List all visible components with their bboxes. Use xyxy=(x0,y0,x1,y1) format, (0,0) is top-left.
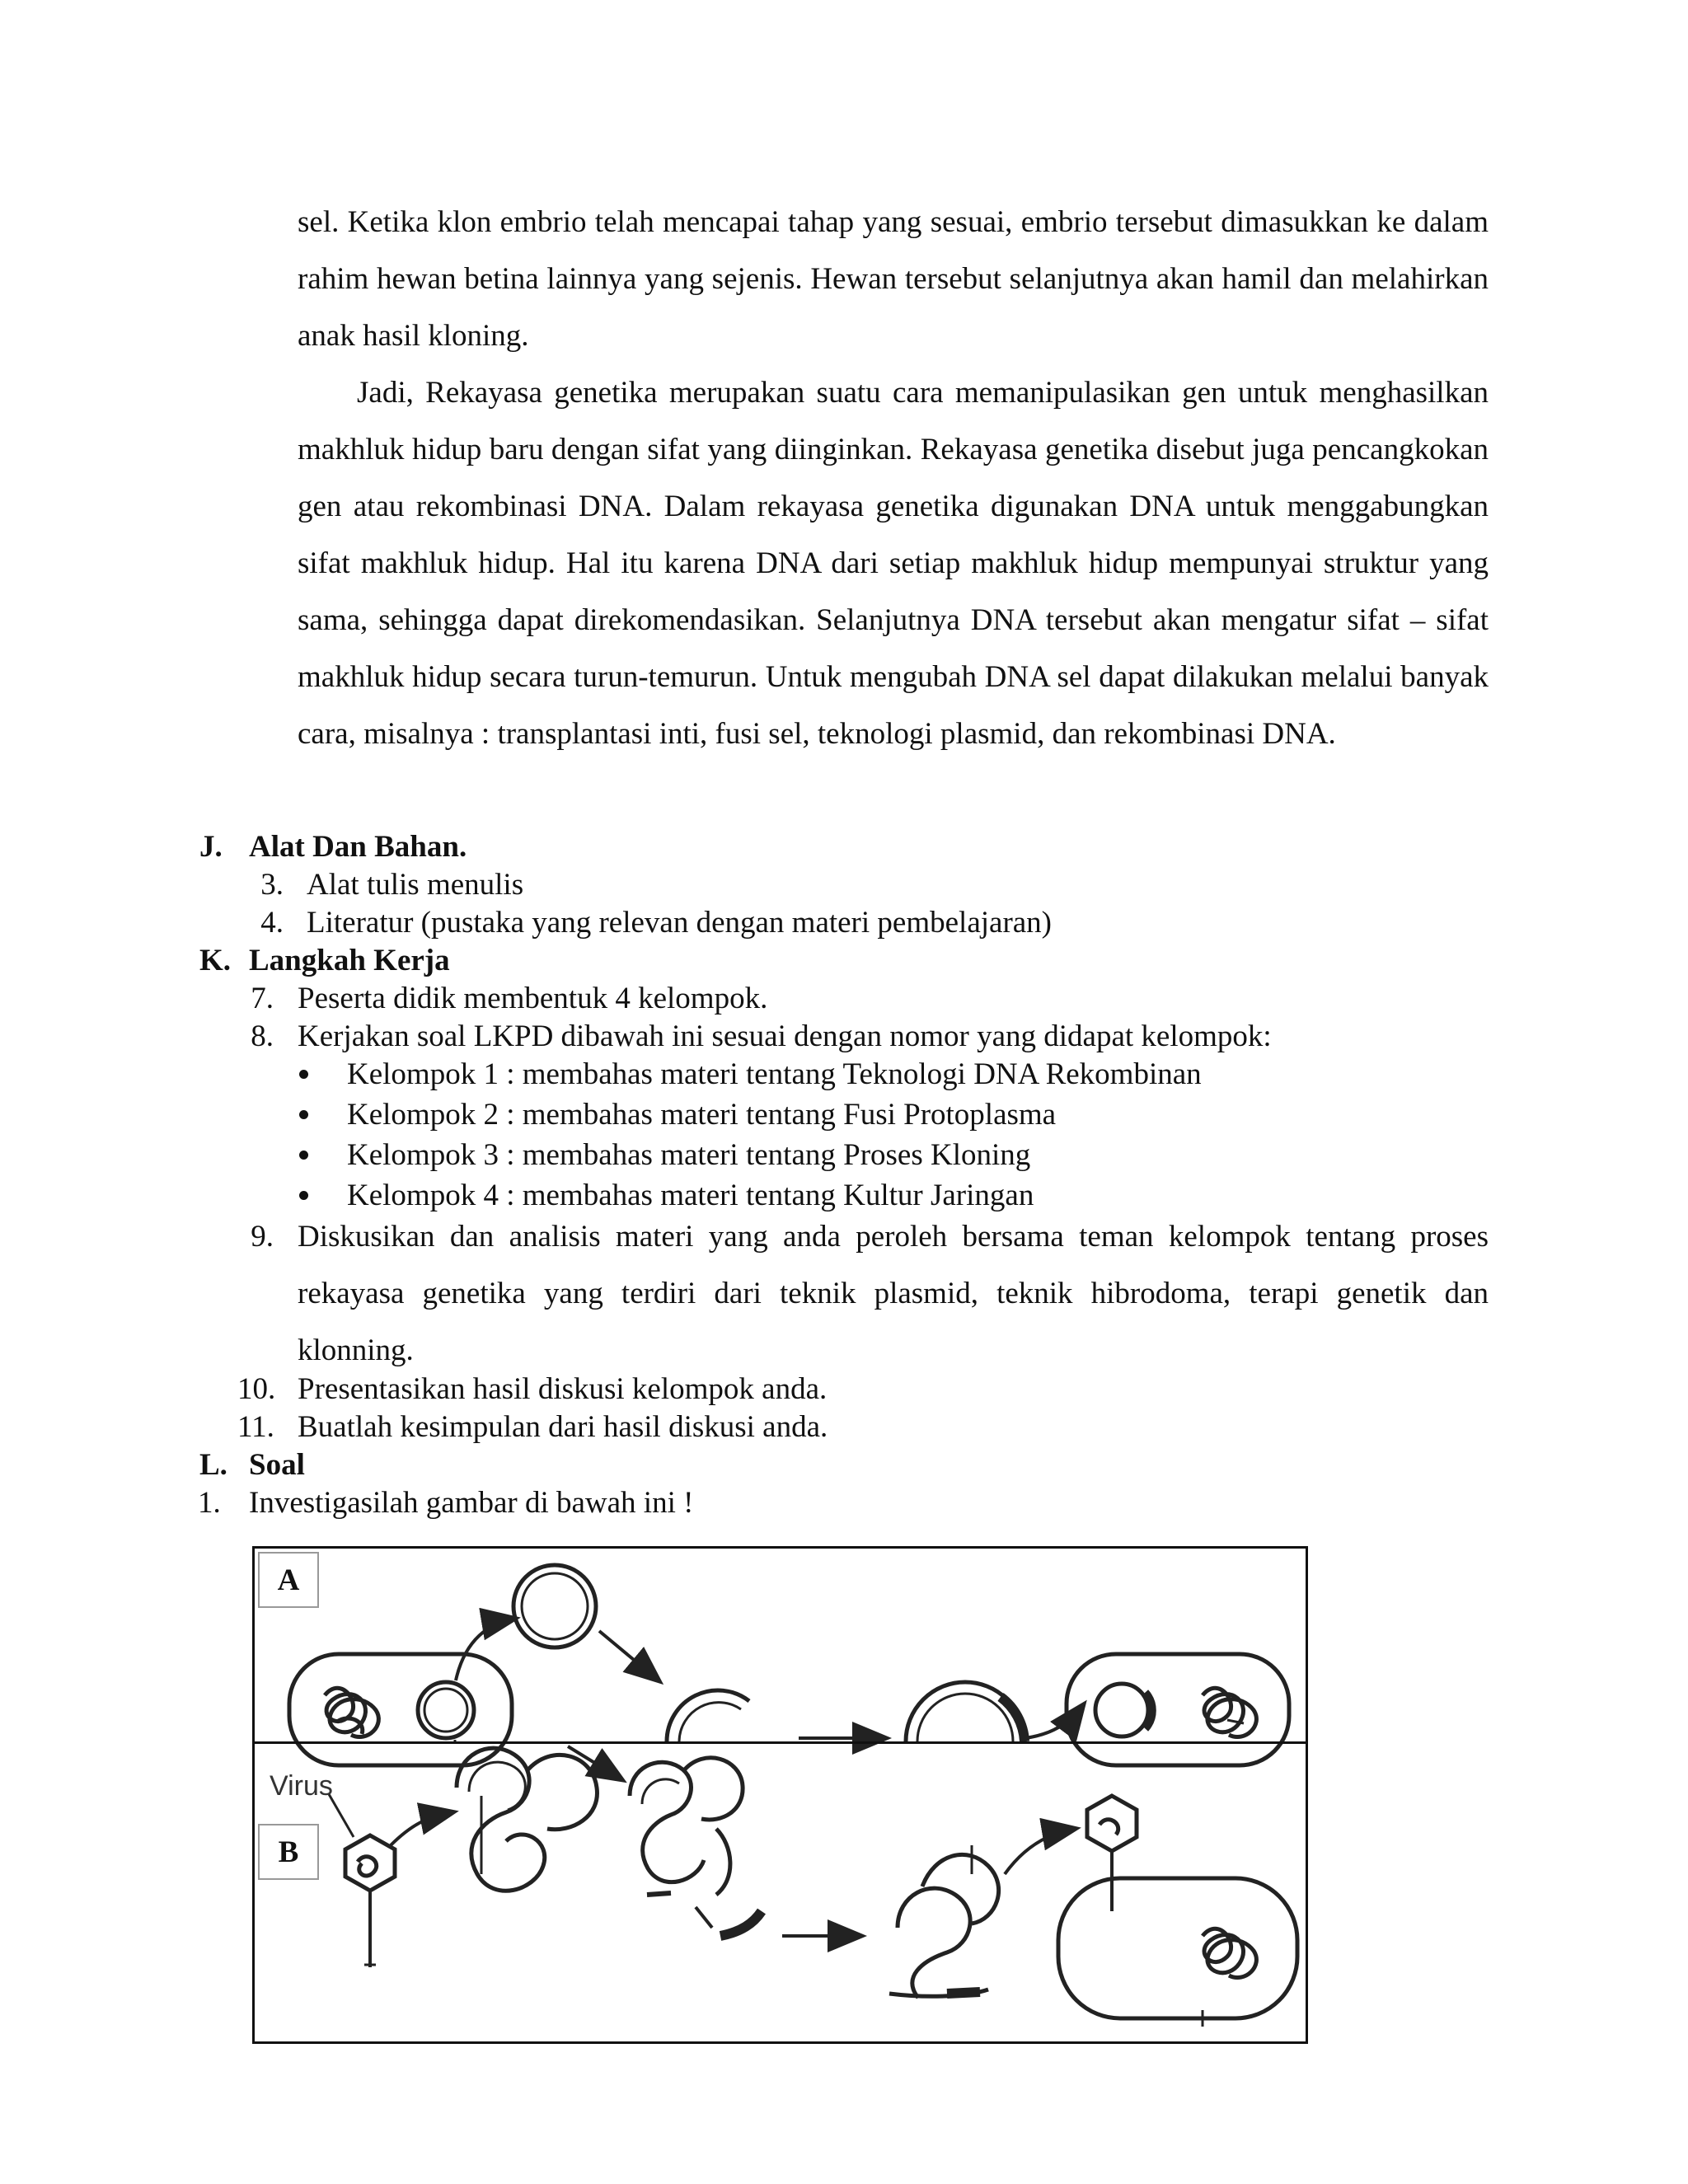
recombinant-plasmid-in-bacterium xyxy=(1095,1684,1148,1736)
list-item-text-9: Diskusikan dan analisis materi yang anda peroleh bersama teman kelompok tentang proses rekayasa genetika yang terdiri dari teknik plasmid, teknik hibrodoma, terapi genetik dan klonning. xyxy=(298,1220,1489,1367)
section-k-title: Langkah Kerja xyxy=(249,944,450,977)
panel-a-label: A xyxy=(258,1552,319,1608)
plasmid-in-bacterium xyxy=(418,1682,474,1738)
isolated-plasmid-inner xyxy=(522,1573,588,1639)
arrow-to-viral-dna xyxy=(391,1812,452,1845)
virus-capsid-left xyxy=(345,1835,395,1891)
section-j-title: Alat Dan Bahan. xyxy=(249,830,467,864)
arrow-to-new-virus xyxy=(1005,1829,1075,1874)
bullet-text: Kelompok 3 : membahas materi tentang Proses Kloning xyxy=(347,1138,1031,1172)
bullet-icon xyxy=(299,1191,308,1200)
gene-fragment-cut xyxy=(696,1907,712,1928)
cut-viral-dna xyxy=(630,1758,743,1895)
list-item-text: Presentasikan hasil diskusi kelompok anda. xyxy=(298,1372,828,1406)
list-item-number: 4. xyxy=(260,906,284,940)
virus-label: Virus xyxy=(270,1770,333,1802)
panel-b-label: B xyxy=(258,1824,319,1880)
inserted-gene xyxy=(720,1911,762,1936)
arrow-to-new-bacterium xyxy=(1025,1705,1083,1738)
panel-b-drawing xyxy=(329,1746,1297,2027)
list-item-text: Kerjakan soal LKPD dibawah ini sesuai dengan nomor yang didapat kelompok: xyxy=(298,1019,1272,1053)
arrow-to-plasmid xyxy=(456,1619,514,1680)
list-item-number: 9. xyxy=(251,1220,274,1254)
intro-paragraph-2: Jadi, Rekayasa genetika merupakan suatu cara memanipulasikan gen untuk menghasilkan makhluk hidup baru dengan sifat yang diinginkan. Rekayasa genetika disebut juga pencangkokan gen atau rekombinasi DNA. Dalam rekayasa genetika digunakan DNA untuk menggabungkan sifat makhluk hidup. Hal itu karena DNA dari setiap makhluk hidup mempunyai struktur yang sama, sehingga dapat direkomendasikan. Selanjutnya DNA tersebut akan mengatur sifat – sifat makhluk hidup secara turun-temurun. Untuk mengubah DNA sel dapat dilakukan melalui banyak cara, misalnya : transplantasi inti, fusi sel, teknologi plasmid, dan rekombinasi DNA. xyxy=(298,376,1489,751)
list-item-text: Peserta didik membentuk 4 kelompok. xyxy=(298,982,768,1015)
host-bacterium xyxy=(1058,1878,1297,2018)
recombinant-plasmid xyxy=(906,1682,1025,1741)
question-number: 1. xyxy=(198,1486,221,1520)
list-item-number: 11. xyxy=(237,1410,274,1444)
bullet-icon xyxy=(299,1151,308,1160)
panel-divider xyxy=(255,1741,1306,1744)
isolated-plasmid xyxy=(513,1565,596,1647)
bullet-text: Kelompok 1 : membahas materi tentang Teknologi DNA Rekombinan xyxy=(347,1057,1202,1091)
panel-a-drawing xyxy=(289,1565,1289,1765)
section-k-letter: K. xyxy=(199,944,232,977)
host-chromosome xyxy=(1203,1929,1256,1977)
list-item-number: 7. xyxy=(251,982,274,1015)
list-item-number: 10. xyxy=(237,1372,276,1406)
gene-fragment-small xyxy=(647,1893,671,1895)
viral-dna-coil xyxy=(457,1748,597,1891)
bullet-icon xyxy=(299,1070,308,1079)
question-text: Investigasilah gambar di bawah ini ! xyxy=(249,1486,694,1520)
section-l-letter: L. xyxy=(199,1448,227,1482)
list-item-number: 3. xyxy=(260,868,284,902)
bacterium-left xyxy=(289,1654,512,1765)
bullet-text: Kelompok 4 : membahas materi tentang Kultur Jaringan xyxy=(347,1179,1034,1212)
bullet-icon xyxy=(299,1110,308,1119)
bacterial-chromosome-left xyxy=(325,1688,378,1736)
list-item-text: Buatlah kesimpulan dari hasil diskusi anda. xyxy=(298,1410,828,1444)
bullet-text: Kelompok 2 : membahas materi tentang Fusi Protoplasma xyxy=(347,1098,1057,1132)
list-item-number: 8. xyxy=(251,1019,274,1053)
intro-paragraph-1: sel. Ketika klon embrio telah mencapai tahap yang sesuai, embrio tersebut dimasukkan ke dalam rahim hewan betina lainnya yang sejenis. Hewan tersebut selanjutnya akan hamil dan melahirkan anak hasil kloning. xyxy=(298,205,1489,353)
section-l-title: Soal xyxy=(249,1448,305,1482)
bacterial-chromosome-right xyxy=(1203,1688,1256,1736)
arrow-to-cut-plasmid xyxy=(599,1631,659,1680)
list-item-text: Literatur (pustaka yang relevan dengan materi pembelajaran) xyxy=(307,906,1053,940)
plasmid-in-bacterium-inner xyxy=(424,1689,467,1732)
genetic-engineering-figure xyxy=(252,1546,1308,2044)
list-item-text: Alat tulis menulis xyxy=(307,868,524,902)
virus-capsid-right xyxy=(1087,1796,1137,1851)
figure-illustration xyxy=(255,1549,1306,2041)
recombinant-viral-dna xyxy=(889,1845,999,1998)
section-j-letter: J. xyxy=(199,830,223,864)
